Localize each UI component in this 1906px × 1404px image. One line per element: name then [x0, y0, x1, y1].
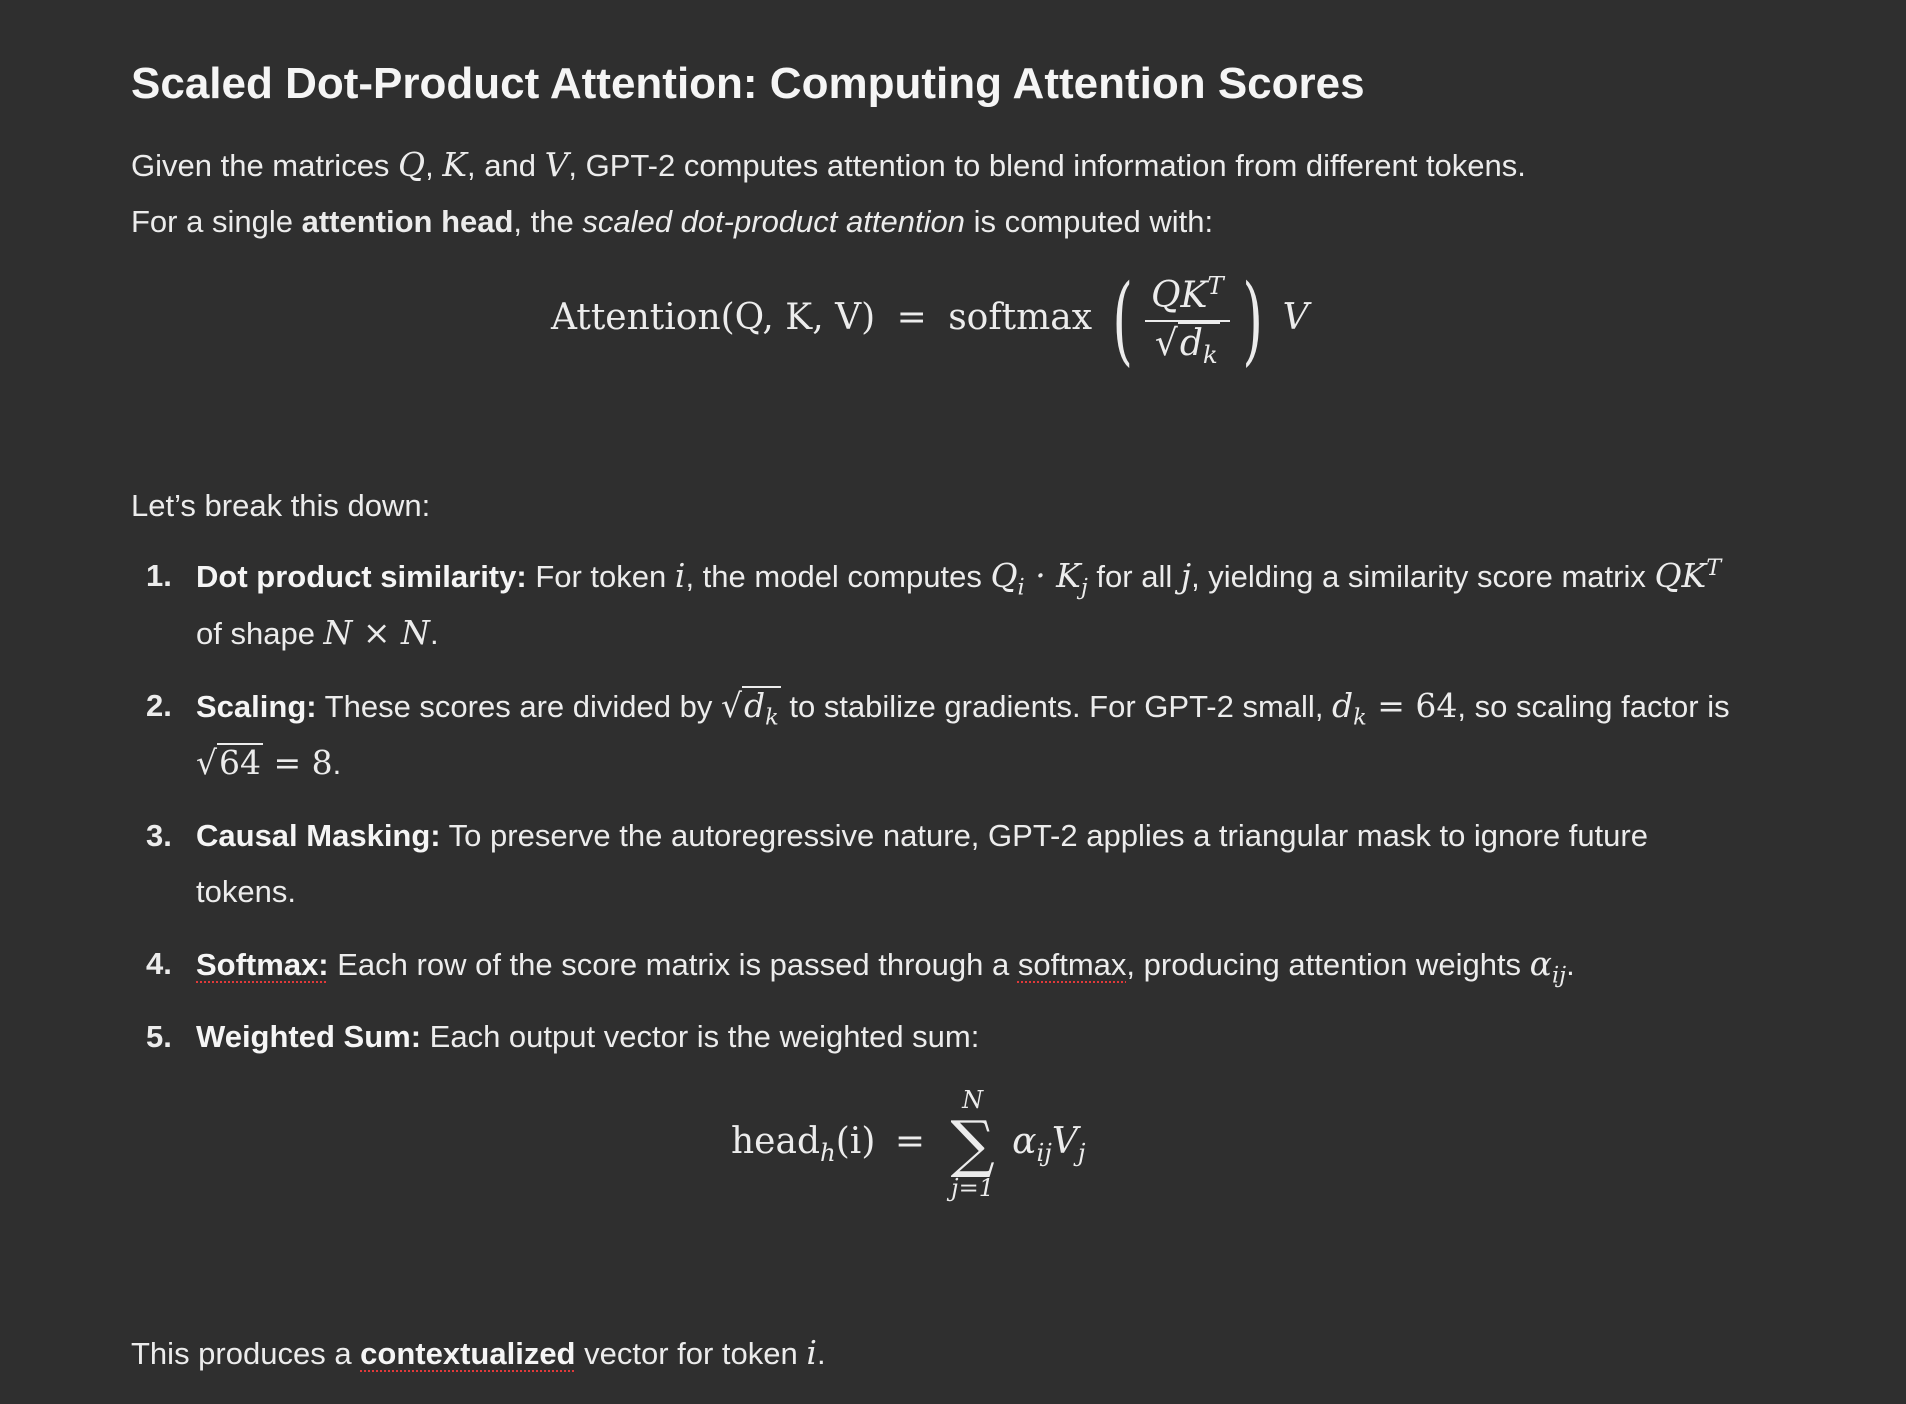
breakdown-label: Let’s break this down: — [131, 488, 431, 523]
list-item: 1. Dot product similarity: For token i, the model computes $Q_i \cdot K_j$ for all j, yielding a similarity score matrix $QK^T$ of shape N × N. — [146, 555, 1722, 652]
attention-args: (Q, K, V) — [720, 297, 876, 338]
bold-attention-head: attention head — [301, 204, 514, 239]
page-title: Scaled Dot-Product Attention: Computing Attention Scores — [131, 59, 1365, 108]
steps-list — [131, 548, 1751, 1081]
intro-line-1: Given the matrices Q, K, and V, GPT-2 computes attention to blend information from different tokens. — [131, 145, 1526, 184]
fraction-denominator: $√d_k$ — [1154, 323, 1218, 370]
math-k: K — [442, 145, 467, 184]
intro-line-2: For a single attention head, the scaled dot-product attention is computed with: — [131, 204, 1214, 239]
math-v: V — [544, 145, 569, 184]
fraction — [1145, 271, 1230, 370]
list-item: 5. Weighted Sum: Each output vector is the weighted sum: — [146, 1019, 980, 1054]
weighted-sum-equation: head$_h$(i) = N ∑ j=1 $\alpha_{ij}V_j$ — [731, 1086, 1086, 1202]
summation: N ∑ j=1 — [950, 1086, 995, 1202]
spellcheck-contextualized: contextualized — [360, 1336, 576, 1371]
list-item: 2. Scaling: These scores are divided by $√d_k$ to stabilize gradients. For GPT-2 small, $d_k = 64$, so scaling factor is √64 = 8. — [146, 686, 1730, 782]
list-item: 4. Softmax: Each row of the score matrix is passed through a softmax, producing attention weights $\alpha_{ij}$. — [146, 944, 1575, 989]
left-paren: ( — [1111, 264, 1133, 376]
list-item: 3. Causal Masking: To preserve the autoregressive nature, GPT-2 applies a triangular mask to ignore future tokens. — [146, 818, 1648, 909]
fraction-numerator: $QK^T$ — [1145, 274, 1230, 322]
closing-sentence: This produces a contextualized vector for token i. — [131, 1333, 826, 1372]
italic-scaled-dot-product: scaled dot-product attention — [582, 204, 965, 239]
intro-paragraph — [131, 137, 1751, 250]
spellcheck-softmax: softmax — [1017, 947, 1127, 982]
math-q: Q — [398, 145, 426, 184]
right-paren: ) — [1242, 264, 1263, 376]
attention-equation: Attention(Q, K, V) = softmax ( $\frac{QK^T}{√d_k}$ ) V — [551, 264, 1309, 376]
spellcheck-softmax-bold: Softmax: — [196, 947, 329, 982]
